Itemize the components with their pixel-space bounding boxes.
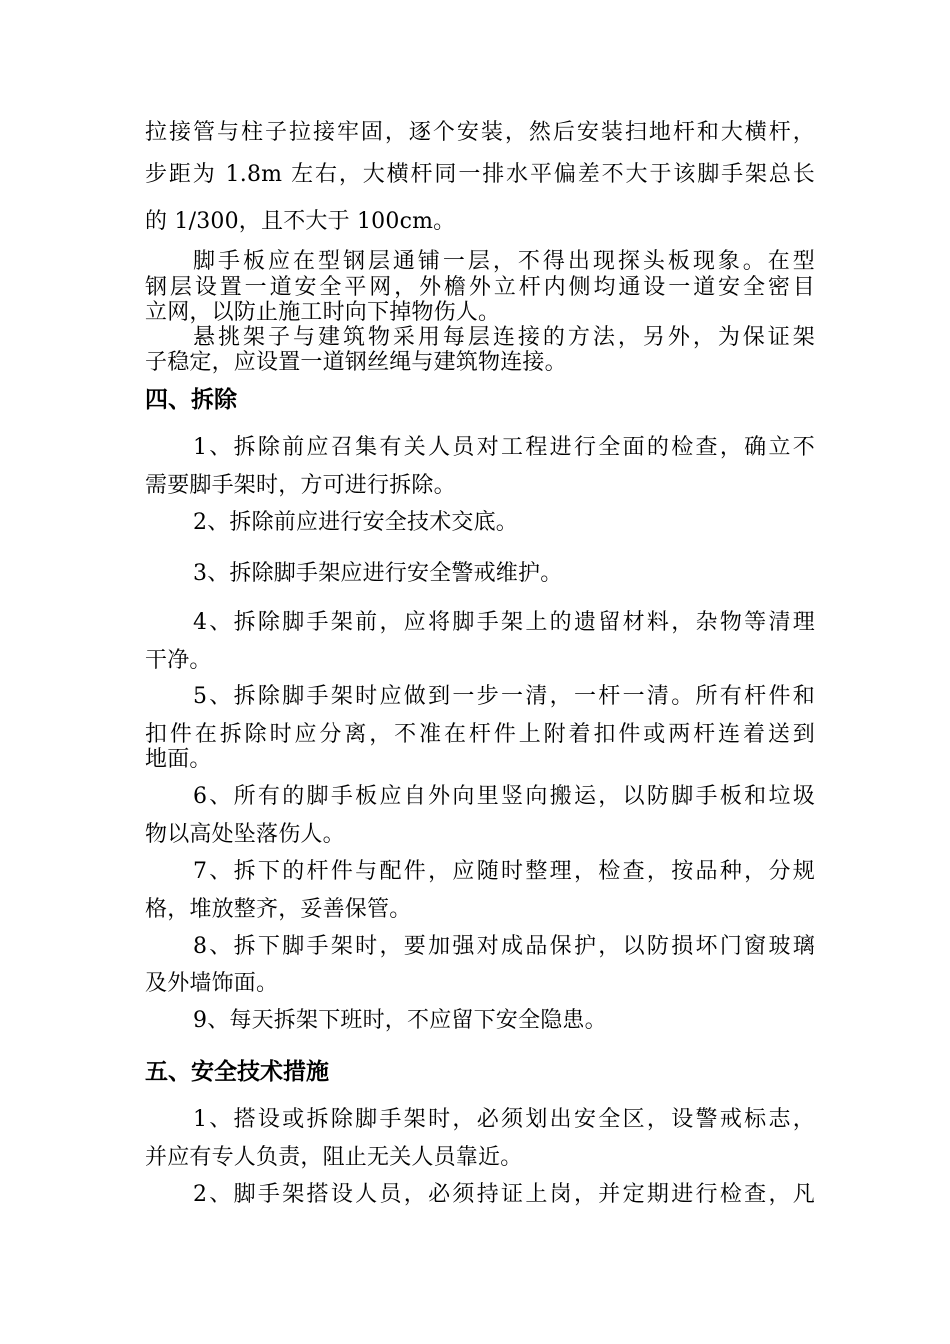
paragraph-line: 拉接管与柱子拉接牢固，逐个安装，然后安装扫地杆和大横杆， xyxy=(145,120,815,145)
list-item-line: 4、拆除脚手架前，应将脚手架上的遗留材料，杂物等清理 xyxy=(193,610,815,635)
paragraph-line: 步距为 1.8m 左右，大横杆同一排水平偏差不大于该脚手架总长 xyxy=(145,162,815,187)
list-item-line: 3、拆除脚手架应进行安全警戒维护。 xyxy=(193,561,563,586)
list-item-line: 及外墙饰面。 xyxy=(145,971,279,996)
list-item-line: 7、拆下的杆件与配件，应随时整理，检查，按品种，分规 xyxy=(193,859,815,884)
list-item-line: 5、拆除脚手架时应做到一步一清，一杆一清。所有杆件和 xyxy=(193,684,815,709)
paragraph-line: 钢层设置一道安全平网，外檐外立杆内侧均通设一道安全密目 xyxy=(145,275,815,300)
list-item-line: 干净。 xyxy=(145,648,212,673)
list-item-line: 9、每天拆架下班时，不应留下安全隐患。 xyxy=(193,1008,607,1033)
list-item-line: 格，堆放整齐，妥善保管。 xyxy=(145,897,412,922)
list-item-line: 地面。 xyxy=(145,747,212,772)
list-item-line: 并应有专人负责，阻止无关人员靠近。 xyxy=(145,1145,523,1170)
list-item-line: 扣件在拆除时应分离，不准在杆件上附着扣件或两杆连着送到 xyxy=(145,722,815,747)
list-item-line: 8、拆下脚手架时，要加强对成品保护，以防损坏门窗玻璃 xyxy=(193,934,815,959)
paragraph-line: 的 1/300，且不大于 100cm。 xyxy=(145,209,456,234)
list-item-line: 2、脚手架搭设人员，必须持证上岗，并定期进行检查，凡 xyxy=(193,1182,815,1207)
list-item-line: 1、搭设或拆除脚手架时，必须划出安全区，设警戒标志， xyxy=(193,1107,815,1132)
list-item-line: 6、所有的脚手板应自外向里竖向搬运，以防脚手板和垃圾 xyxy=(193,784,815,809)
paragraph-line: 立网，以防止施工时向下掉物伤人。 xyxy=(145,300,501,325)
list-item-line: 物以高处坠落伤人。 xyxy=(145,822,345,847)
paragraph-line: 悬挑架子与建筑物采用每层连接的方法，另外，为保证架 xyxy=(193,325,815,350)
list-item-line: 2、拆除前应进行安全技术交底。 xyxy=(193,510,518,535)
list-item-line: 需要脚手架时，方可进行拆除。 xyxy=(145,473,456,498)
list-item-line: 1、拆除前应召集有关人员对工程进行全面的检查，确立不 xyxy=(193,435,815,460)
paragraph-line: 脚手板应在型钢层通铺一层，不得出现探头板现象。在型 xyxy=(193,249,815,274)
paragraph-line: 子稳定，应设置一道钢丝绳与建筑物连接。 xyxy=(145,350,567,375)
section-heading-4: 四、拆除 xyxy=(145,387,237,413)
section-heading-5: 五、安全技术措施 xyxy=(145,1059,329,1085)
